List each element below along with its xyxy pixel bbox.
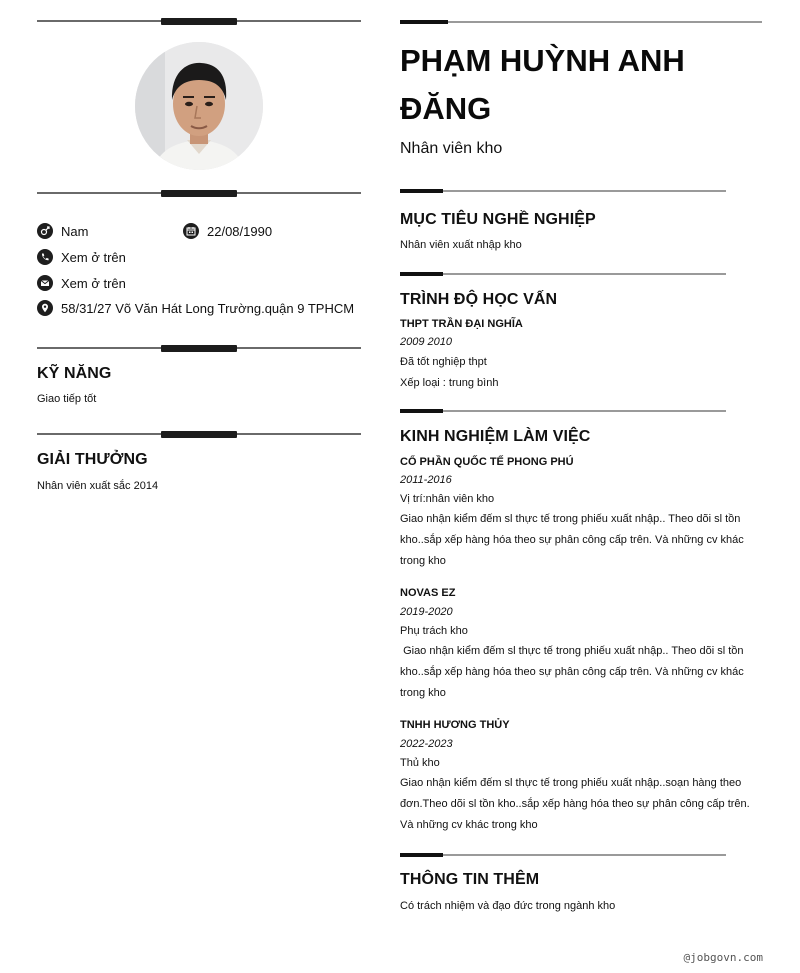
education-line: Đã tốt nghiệp thpt [400, 356, 487, 368]
extra-info-title: THÔNG TIN THÊM [400, 871, 540, 888]
map-pin-icon [37, 300, 53, 316]
divider [37, 18, 361, 25]
school-name: THPT TRẦN ĐẠI NGHĨA [400, 318, 523, 330]
company-name: CỔ PHẦN QUỐC TẾ PHONG PHÚ [400, 456, 574, 468]
job-period: 2011-2016 [400, 474, 452, 486]
skill-item: Giao tiếp tốt [37, 393, 97, 405]
address-row [37, 300, 354, 316]
education-line: Xếp loại : trung bình [400, 377, 499, 389]
birthday-value: 22/08/1990 [207, 223, 273, 239]
job-position: Thủ kho [400, 757, 440, 769]
address-value: 58/31/27 Võ Văn Hát Long Trường.quận 9 TPHCM [61, 300, 355, 316]
job-position: Vị trí:nhân viên kho [400, 493, 495, 505]
award-item: Nhân viên xuất sắc 2014 [37, 480, 159, 492]
divider [400, 20, 762, 24]
phone-icon [37, 249, 53, 265]
calendar-icon [183, 223, 199, 239]
divider [400, 853, 726, 857]
education-title: TRÌNH ĐỘ HỌC VẤN [400, 291, 558, 308]
job-description: Giao nhận kiểm đếm sl thực tế trong phiếu xuất nhập.. Theo dõi sl tồn kho..sắp xếp hàng hóa theo sự phân công cấp trên. Và những cv khác trong kho [400, 645, 747, 699]
extra-info-text: Có trách nhiệm và đạo đức trong ngành kho [400, 900, 616, 912]
birthday-row [183, 223, 272, 239]
avatar [135, 42, 263, 170]
objective-title: MỤC TIÊU NGHỀ NGHIỆP [400, 211, 596, 228]
job-period: 2022-2023 [400, 738, 453, 750]
experience-title: KINH NGHIỆM LÀM VIỆC [400, 428, 591, 445]
envelope-icon [37, 275, 53, 291]
watermark: @jobgovn.com [683, 951, 763, 964]
gender-icon [37, 223, 53, 239]
job-title: Nhân viên kho [400, 140, 503, 157]
job-position: Phụ trách kho [400, 625, 468, 637]
divider [400, 409, 726, 413]
candidate-name: PHẠM HUỲNH ANH ĐĂNG [400, 43, 685, 126]
company-name: TNHH HƯƠNG THỦY [400, 719, 510, 731]
objective-text: Nhân viên xuất nhập kho [400, 239, 522, 251]
gender-value: Nam [61, 223, 89, 239]
divider [37, 190, 361, 197]
email-row [37, 275, 126, 291]
job-description: Giao nhận kiểm đếm sl thực tế trong phiếu xuất nhập..soạn hàng theo đơn.Theo dõi sl tồn kho..sắp xếp hàng hóa theo sự phân công cấp trên. Và những cv khác trong kho [400, 777, 750, 831]
divider [400, 189, 726, 193]
divider [400, 272, 726, 276]
education-period: 2009 2010 [400, 336, 452, 348]
gender-row [37, 223, 88, 239]
job-description: Giao nhận kiểm đếm sl thực tế trong phiếu xuất nhập.. Theo dõi sl tồn kho..sắp xếp hàng hóa theo sự phân công cấp trên. Và những cv khác trong kho [400, 513, 744, 567]
phone-row [37, 249, 126, 265]
phone-value: Xem ở trên [61, 249, 126, 265]
job-period: 2019-2020 [400, 606, 453, 618]
email-value: Xem ở trên [61, 275, 126, 291]
divider [37, 431, 361, 438]
skills-title: KỸ NĂNG [37, 365, 112, 382]
company-name: NOVAS EZ [400, 587, 456, 599]
divider [37, 345, 361, 352]
awards-title: GIẢI THƯỞNG [37, 451, 148, 468]
